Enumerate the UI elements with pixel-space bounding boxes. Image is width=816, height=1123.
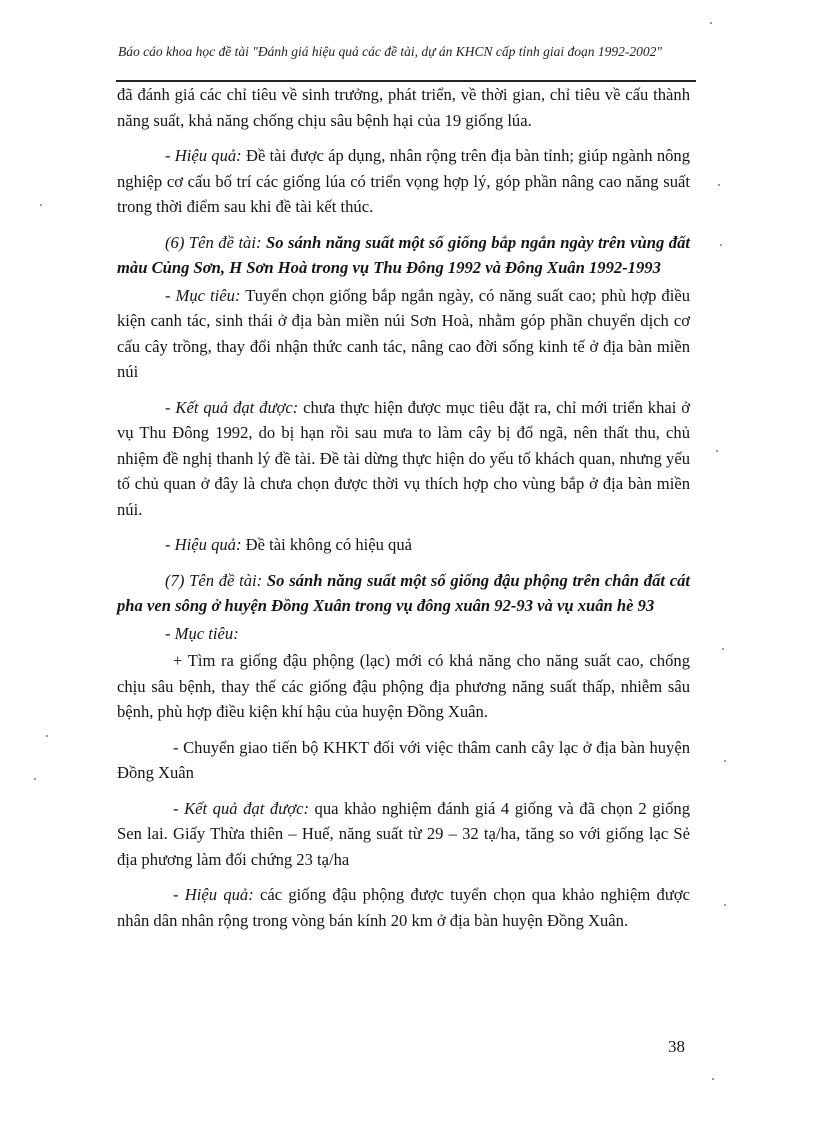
result-text: chưa thực hiện được mục tiêu đặt ra, chỉ mới triển khai ở vụ Thu Đông 1992, do bị hạn rồi sau mưa to làm cây bị đổ ngã, nên thất thu, chủ nhiệm đề nghị thanh lý đề tài. Đề tài dừng thực hiện do yếu tố khách quan, nhưng yếu tố chủ quan ở đây là chưa chọn được thời vụ thích hợp cho vùng bắp ở địa bàn miền núi.	[117, 397, 691, 519]
scan-speck	[34, 778, 36, 780]
effect-label: - Hiệu quả:	[165, 146, 242, 165]
paragraph-goal-corn	[117, 283, 690, 385]
effect-text: Đề tài không có hiệu quả	[241, 535, 412, 554]
paragraph-effect-peanut	[117, 882, 690, 933]
goal-text: Tuyển chọn giống bắp ngắn ngày, có năng suất cao; phù hợp điều kiện canh tác, sinh thái ở địa bàn miền núi Sơn Hoà, nhằm góp phần chuyển dịch cơ cấu cây trồng, thay đổi nhận thức canh tác, nâng cao đời sống kinh tế ở địa bàn miền núi	[117, 285, 690, 381]
goal-peanut-label: - Mục tiêu:	[165, 623, 239, 643]
paragraph-result-peanut	[117, 796, 690, 873]
scan-speck	[716, 450, 718, 452]
effect-text: các giống đậu phộng được tuyển chọn qua khảo nghiệm được nhân dân nhân rộng trong vòng bán kính 20 km ở địa bàn huyện Đồng Xuân.	[117, 885, 690, 930]
scan-speck	[46, 735, 48, 737]
paragraph-goal-peanut-1: + Tìm ra giống đậu phộng (lạc) mới có khả năng cho năng suất cao, chống chịu sâu bệnh, thay thế các giống đậu phộng địa phương năng suất thấp, nhiễm sâu bệnh, phù hợp điều kiện khí hậu của huyện Đồng Xuân.	[117, 651, 690, 721]
topic-label: (6) Tên đề tài:	[165, 232, 262, 252]
scan-speck	[40, 204, 42, 206]
effect-label: - Hiệu quả:	[165, 535, 242, 554]
effect-label: - Hiệu quả:	[173, 885, 254, 904]
paragraph-rice-evaluation: đã đánh giá các chỉ tiêu về sinh trưởng, phát triển, về thời gian, chỉ tiêu về cấu thành năng suất, khả năng chống chịu sâu bệnh hại của 19 giống lúa.	[117, 85, 690, 130]
scan-speck	[724, 760, 726, 762]
page-body	[117, 82, 690, 943]
page-number: 38	[668, 1037, 685, 1056]
scan-speck	[722, 648, 724, 650]
effect-text: Đề tài được áp dụng, nhân rộng trên địa bàn tỉnh; giúp ngành nông nghiệp cơ cấu bố trí các giống lúa có triển vọng hợp lý, góp phần nâng cao năng suất trong thời điểm sau khi đề tài kết thúc.	[117, 146, 691, 216]
topic-6-heading	[117, 230, 690, 281]
paragraph-goal-peanut-2: - Chuyển giao tiến bộ KHKT đối với việc thâm canh cây lạc ở địa bàn huyện Đồng Xuân	[117, 737, 690, 782]
topic-title: So sánh năng suất một số giống bắp ngắn ngày trên vùng đất màu Củng Sơn, H Sơn Hoà trong vụ Thu Đông 1992 và Đông Xuân 1992-1993	[117, 232, 690, 277]
scan-speck	[724, 904, 726, 906]
topic-title: So sánh năng suất một số giống đậu phộng trên chân đất cát pha ven sông ở huyện Đồng Xuân trong vụ đông xuân 92-93 và vụ xuân hè 93	[117, 570, 690, 615]
result-text: qua khảo nghiệm đánh giá 4 giống và đã chọn 2 giống Sen lai. Giấy Thừa thiên – Huế, năng suất từ 29 – 32 tạ/ha, tăng so với giống lạc Sẻ địa phương làm đối chứng 23 tạ/ha	[117, 798, 690, 869]
running-header: Báo cáo khoa học đề tài "Đánh giá hiệu quả các đề tài, dự án KHCN cấp tỉnh giai đoạn 1992-2002"	[118, 44, 663, 59]
scan-speck	[720, 244, 722, 246]
paragraph-effect-corn	[117, 532, 690, 558]
scan-speck	[710, 22, 712, 24]
scan-speck	[712, 1078, 714, 1080]
topic-7-heading	[117, 568, 690, 619]
paragraph-result-corn	[117, 395, 690, 523]
result-label: - Kết quả đạt được:	[165, 397, 299, 417]
goal-label: - Mục tiêu:	[165, 285, 241, 305]
scan-speck	[718, 184, 720, 186]
paragraph-effect-rice	[117, 143, 690, 220]
topic-label: (7) Tên đề tài:	[165, 570, 263, 590]
result-label: - Kết quả đạt được:	[173, 798, 309, 818]
